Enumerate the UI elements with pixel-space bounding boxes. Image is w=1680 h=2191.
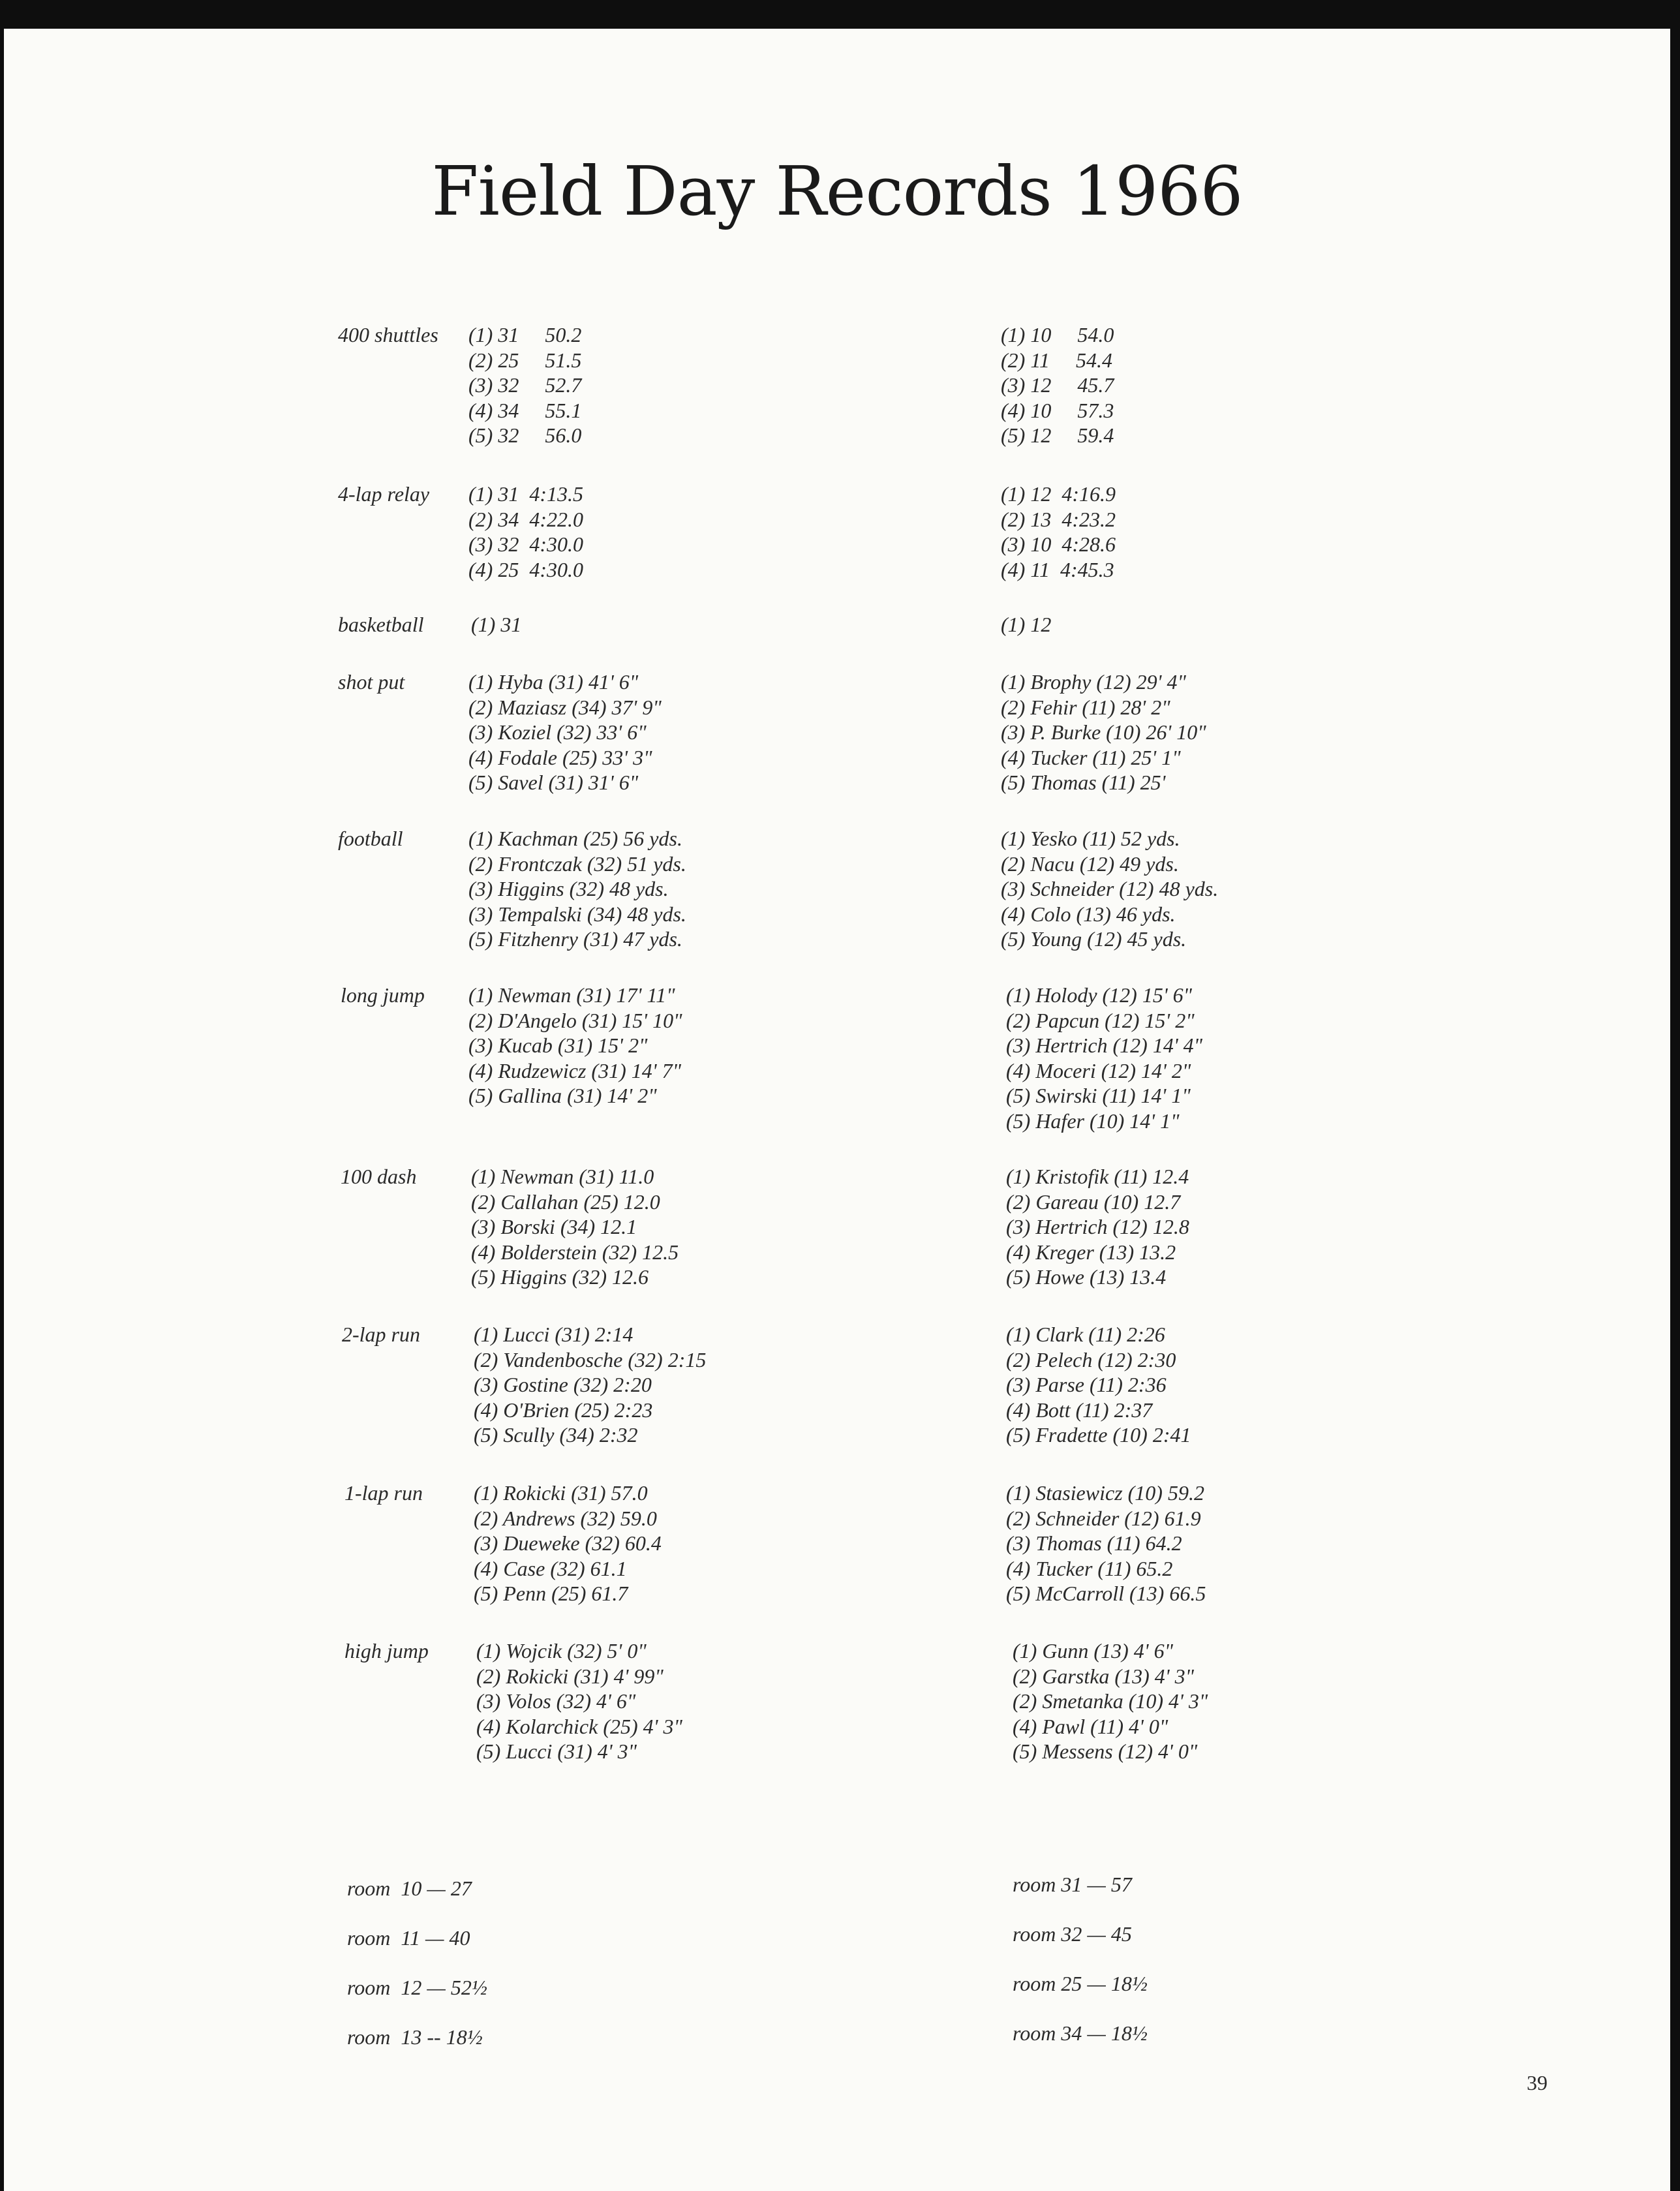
event-label: 2-lap run [342,1323,420,1346]
result-line: (3) Koziel (32) 33' 6" [468,720,647,744]
event-results-right [1006,983,1202,1133]
event-results-left [468,322,581,448]
room-total: room 32 — 45 [1013,1922,1132,1946]
result-line: (5) 32 56.0 [468,423,582,447]
result-line: (1) Clark (11) 2:26 [1006,1323,1165,1346]
result-line: (2) Maziasz (34) 37' 9" [468,695,662,719]
event-label: 100 dash [341,1165,417,1188]
result-line: (1) 12 [1001,613,1052,636]
result-line: (2) Rokicki (31) 4' 99" [476,1664,664,1688]
result-line: (5) Fradette (10) 2:41 [1006,1423,1191,1447]
event-results-right [1006,1480,1206,1606]
result-line: (1) Holody (12) 15' 6" [1006,983,1193,1007]
result-line: (2) Garstka (13) 4' 3" [1013,1664,1195,1688]
result-line: (4) 11 4:45.3 [1001,557,1114,581]
result-line: (4) Kreger (13) 13.2 [1006,1240,1176,1264]
result-line: (4) Case (32) 61.1 [474,1556,627,1580]
result-line: (5) Hafer (10) 14' 1" [1006,1109,1180,1133]
result-line: (1) Kachman (25) 56 yds. [468,827,682,850]
result-line: (2) Papcun (12) 15' 2" [1006,1008,1195,1032]
event-results-left [474,1322,706,1448]
event-results-left [468,669,662,795]
result-line: (1) 12 4:16.9 [1001,482,1116,506]
result-line: (2) Frontczak (32) 51 yds. [468,851,686,876]
room-total: room 34 — 18½ [1013,2021,1148,2045]
event-label: 400 shuttles [338,323,438,346]
result-line: (1) Newman (31) 17' 11" [468,983,675,1007]
result-line: (4) O'Brien (25) 2:23 [474,1398,653,1422]
event-results-left [468,482,583,582]
result-line: (2) Fehir (11) 28' 2" [1001,695,1170,719]
result-line: (2) Nacu (12) 49 yds. [1001,851,1179,876]
result-line: (3) Parse (11) 2:36 [1006,1373,1167,1396]
result-line: (2) Schneider (12) 61.9 [1006,1506,1201,1530]
result-line: (4) Moceri (12) 14' 2" [1006,1058,1191,1082]
event-results-right [1001,482,1116,582]
result-line: (3) 32 4:30.0 [468,532,583,556]
event-label: basketball [338,613,424,636]
event-results-left [468,983,682,1109]
result-line: (5) McCarroll (13) 66.5 [1006,1582,1206,1605]
event-results-right [1006,1322,1191,1448]
event-results-right [1001,612,1051,637]
result-line: (3) Dueweke (32) 60.4 [474,1531,662,1555]
result-line: (5) Young (12) 45 yds. [1001,927,1187,951]
result-line: (2) Smetanka (10) 4' 3" [1013,1689,1208,1713]
result-line: (3) Kucab (31) 15' 2" [468,1034,648,1057]
room-total: room 31 — 57 [1013,1873,1132,1896]
event-results-right [1006,1164,1189,1290]
result-line: (4) Tucker (11) 65.2 [1006,1556,1173,1580]
event-results-left [476,1638,682,1764]
result-line: (4) 25 4:30.0 [468,557,583,581]
result-line: (2) Pelech (12) 2:30 [1006,1347,1176,1371]
result-line: (3) 32 52.7 [468,373,582,397]
result-line: (3) Gostine (32) 2:20 [474,1373,652,1396]
event-label: 4-lap relay [338,482,430,506]
result-line: (5) Scully (34) 2:32 [474,1423,638,1447]
result-line: (4) Fodale (25) 33' 3" [468,745,652,769]
result-line: (3) P. Burke (10) 26' 10" [1001,720,1206,744]
result-line: (5) 12 59.4 [1001,423,1114,447]
event-results-left [471,612,521,637]
result-line: (4) 34 55.1 [468,398,582,422]
result-line: (5) Fitzhenry (31) 47 yds. [468,927,682,951]
room-totals-left [347,1877,487,2075]
result-line: (2) Gareau (10) 12.7 [1006,1189,1181,1214]
room-totals-right [1013,1873,1148,2071]
result-line: (3) Hertrich (12) 12.8 [1006,1215,1189,1238]
result-line: (1) Newman (31) 11.0 [471,1165,654,1188]
result-line: (1) Stasiewicz (10) 59.2 [1006,1481,1204,1505]
result-line: (3) Hertrich (12) 14' 4" [1006,1034,1203,1057]
event-label: high jump [344,1639,429,1662]
result-line: (5) Savel (31) 31' 6" [468,771,639,794]
result-line: (1) Yesko (11) 52 yds. [1001,827,1180,850]
result-line: (2) 13 4:23.2 [1001,507,1116,531]
result-line: (5) Higgins (32) 12.6 [471,1265,649,1289]
result-line: (3) Higgins (32) 48 yds. [468,877,669,900]
page-title: Field Day Records 1966 [431,151,1243,231]
result-line: (1) Kristofik (11) 12.4 [1006,1165,1189,1188]
event-results-right [1001,826,1218,952]
result-line: (5) Swirski (11) 14' 1" [1006,1084,1191,1107]
result-line: (1) 10 54.0 [1001,323,1114,346]
result-line: (2) 25 51.5 [468,348,582,372]
result-line: (1) 31 50.2 [468,323,582,346]
event-label: shot put [338,670,405,694]
result-line: (4) Kolarchick (25) 4' 3" [476,1714,682,1738]
result-line: (1) Hyba (31) 41' 6" [468,670,639,694]
room-total: room 12 — 52½ [347,1976,487,1999]
result-line: (3) Borski (34) 12.1 [471,1215,637,1238]
result-line: (5) Gallina (31) 14' 2" [468,1084,657,1107]
result-line: (5) Penn (25) 61.7 [474,1582,628,1605]
event-label: long jump [341,983,425,1007]
event-label: 1-lap run [344,1481,423,1505]
result-line: (4) Pawl (11) 4' 0" [1013,1714,1168,1738]
result-line: (2) Callahan (25) 12.0 [471,1189,660,1214]
result-line: (4) Colo (13) 46 yds. [1001,902,1176,926]
result-line: (5) Howe (13) 13.4 [1006,1265,1167,1289]
room-total: room 25 — 18½ [1013,1972,1148,1995]
document-page [4,29,1670,2191]
result-line: (4) 10 57.3 [1001,398,1114,422]
event-results-left [471,1164,679,1290]
result-line: (3) Volos (32) 4' 6" [476,1689,636,1713]
result-line: (1) Wojcik (32) 5' 0" [476,1639,647,1662]
result-line: (4) Tucker (11) 25' 1" [1001,745,1181,769]
room-total: room 10 — 27 [347,1877,472,1900]
result-line: (1) Gunn (13) 4' 6" [1013,1639,1174,1662]
result-line: (2) Vandenbosche (32) 2:15 [474,1347,707,1371]
result-line: (5) Thomas (11) 25' [1001,771,1166,794]
event-results-left [468,826,686,952]
result-line: (1) 31 [471,613,522,636]
event-results-right [1001,669,1206,795]
result-line: (3) Thomas (11) 64.2 [1006,1531,1182,1555]
result-line: (4) Bolderstein (32) 12.5 [471,1240,679,1264]
result-line: (1) Lucci (31) 2:14 [474,1323,634,1346]
event-label: football [338,827,403,850]
result-line: (3) 12 45.7 [1001,373,1114,397]
result-line: (3) 10 4:28.6 [1001,532,1116,556]
result-line: (5) Messens (12) 4' 0" [1013,1739,1198,1763]
result-line: (3) Schneider (12) 48 yds. [1001,877,1219,900]
result-line: (1) 31 4:13.5 [468,482,583,506]
room-total: room 11 — 40 [347,1926,470,1950]
result-line: (4) Bott (11) 2:37 [1006,1398,1153,1422]
page-number: 39 [1527,2071,1548,2094]
event-results-left [474,1480,662,1606]
result-line: (2) Andrews (32) 59.0 [474,1506,657,1530]
event-results-right [1013,1638,1208,1764]
result-line: (1) Rokicki (31) 57.0 [474,1481,648,1505]
room-total: room 13 -- 18½ [347,2025,483,2049]
result-line: (2) 11 54.4 [1001,348,1112,372]
result-line: (4) Rudzewicz (31) 14' 7" [468,1058,681,1082]
result-line: (5) Lucci (31) 4' 3" [476,1739,637,1763]
event-results-right [1001,322,1114,448]
result-line: (2) D'Angelo (31) 15' 10" [468,1008,682,1032]
result-line: (3) Tempalski (34) 48 yds. [468,902,686,926]
result-line: (1) Brophy (12) 29' 4" [1001,670,1186,694]
result-line: (2) 34 4:22.0 [468,507,583,531]
